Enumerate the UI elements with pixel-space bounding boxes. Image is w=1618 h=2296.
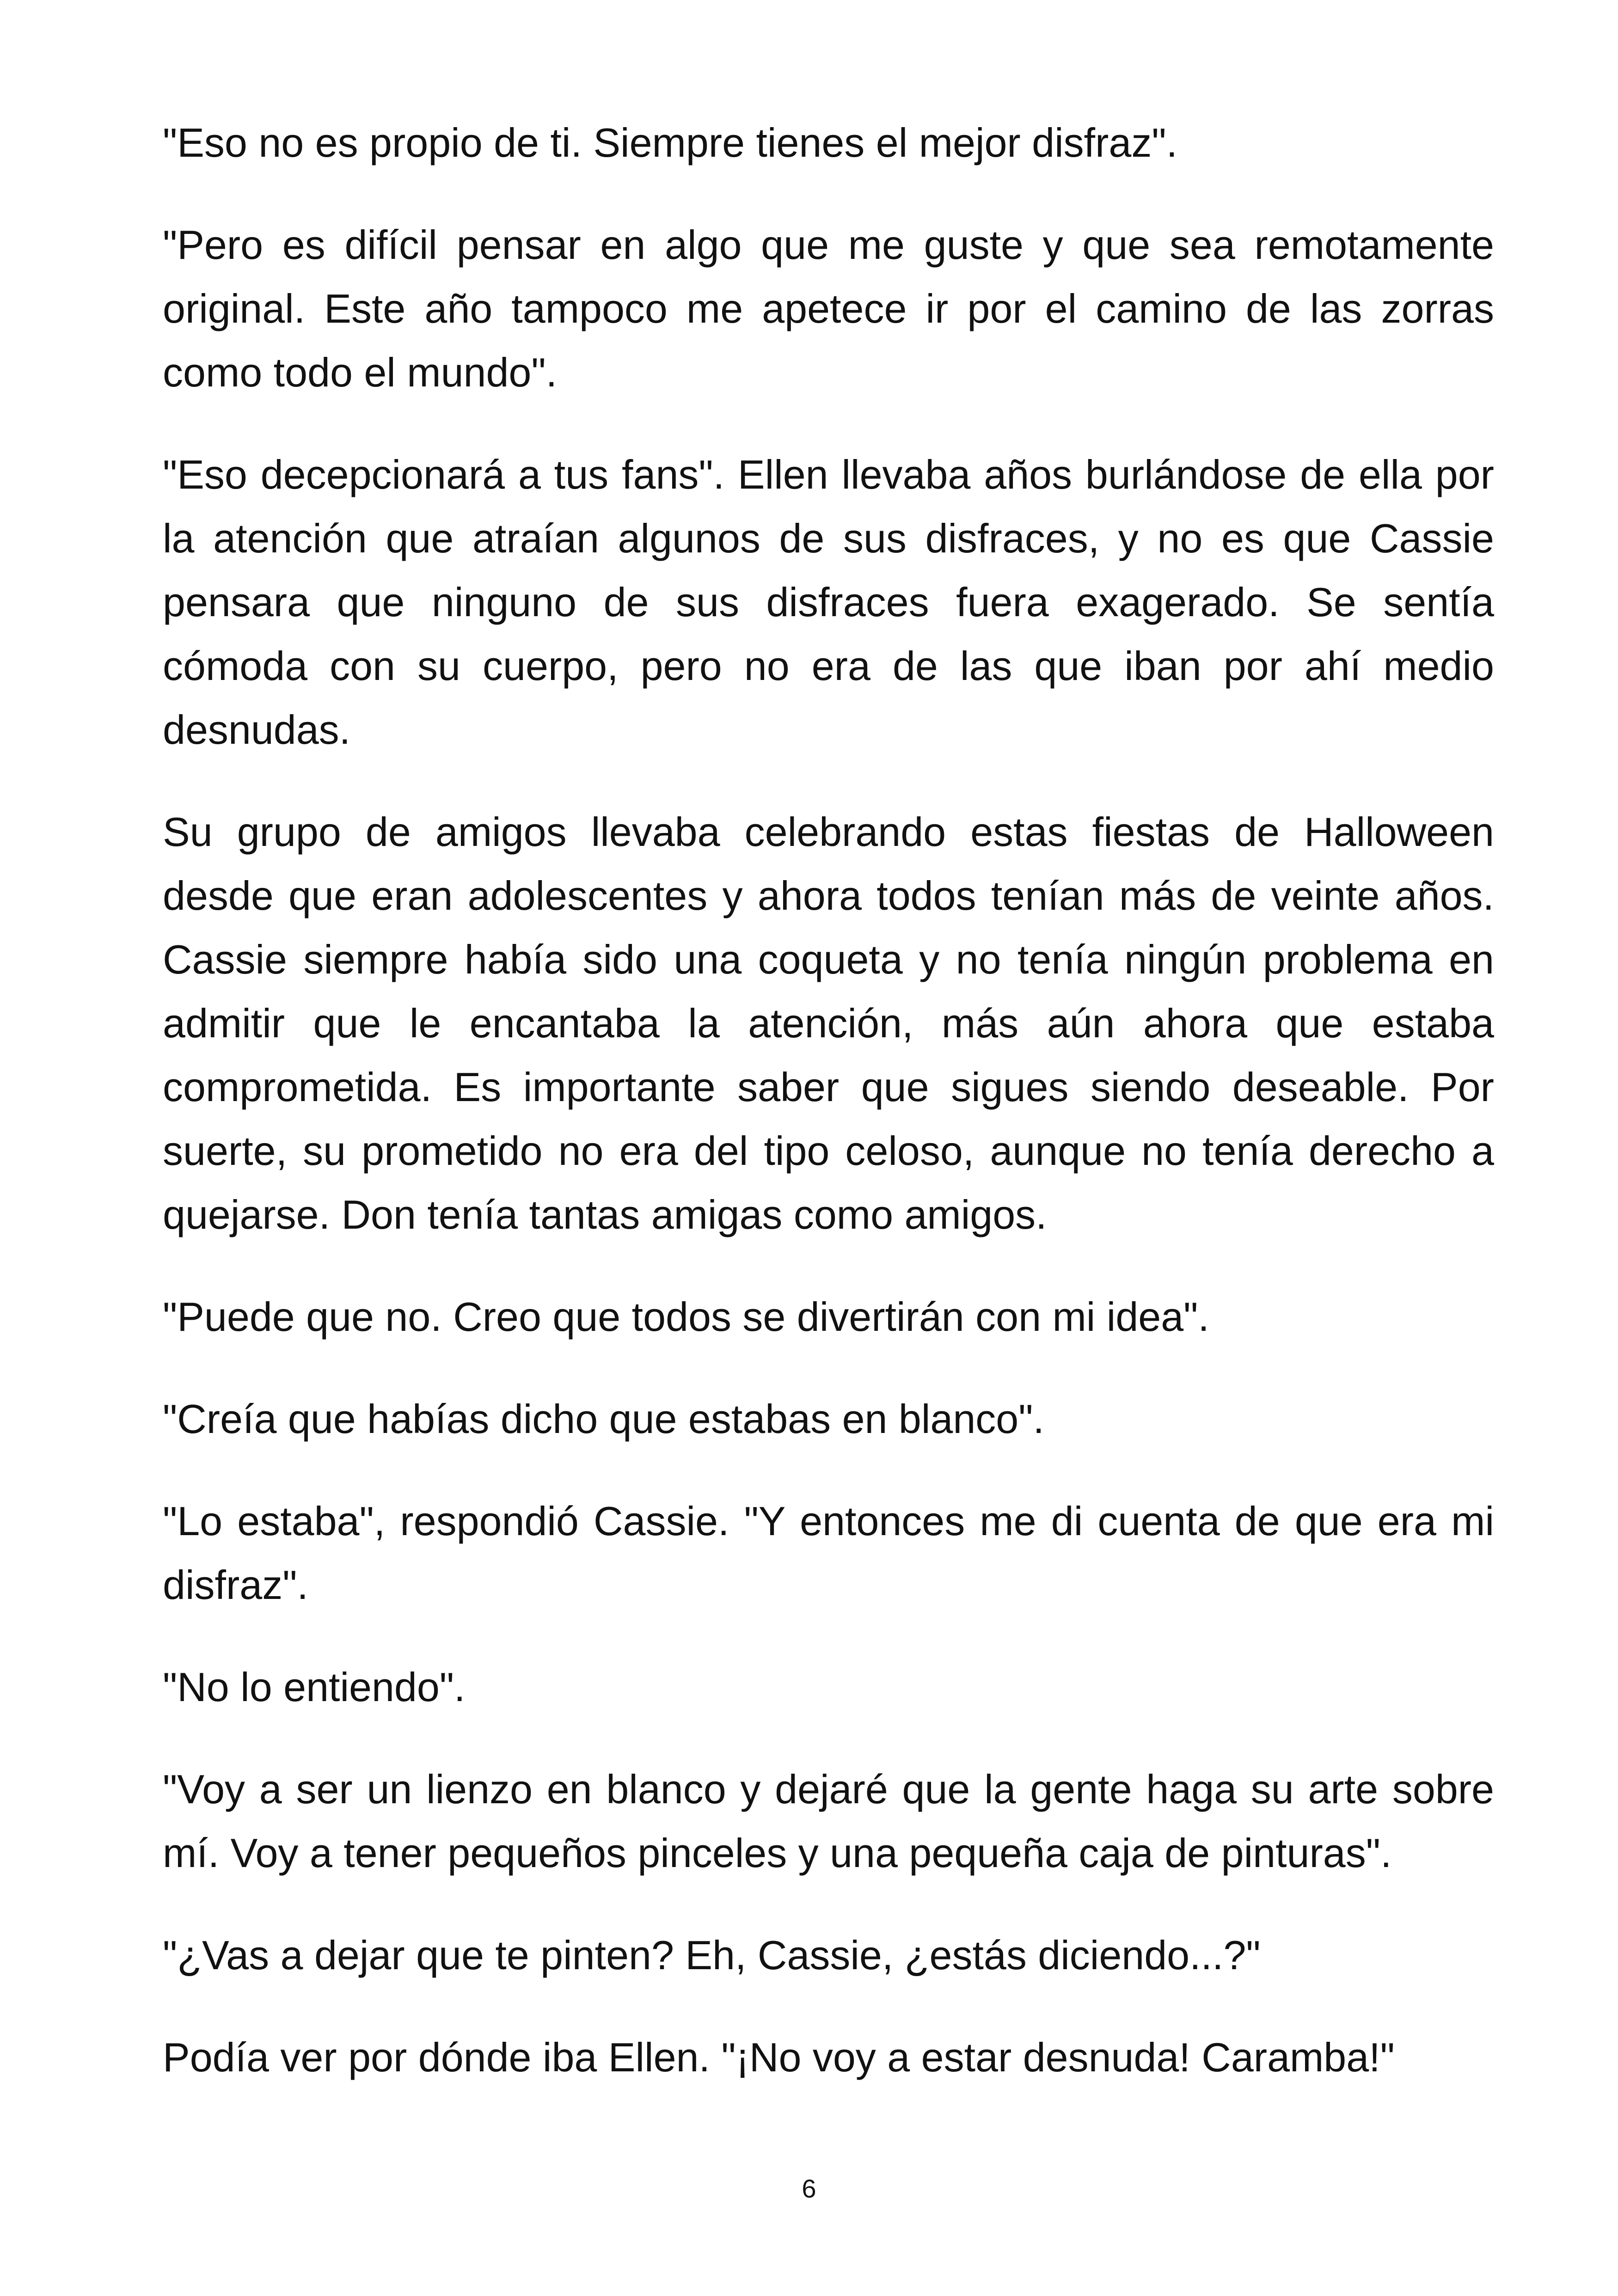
body-text (163, 111, 1494, 2128)
page-number: 6 (802, 2174, 816, 2203)
paragraph-1: "Eso no es propio de ti. Siempre tienes el mejor disfraz". (163, 120, 1178, 165)
paragraph-3: "Eso decepcionará a tus fans". Ellen llevaba años burlándose de ella por la atención que atraían algunos de sus disfraces, y no es que Cassie pensara que ninguno de sus disfraces fuera exagerado. Se sentía cómoda con su cuerpo, pero no era de las que iban por ahí medio desnudas. (163, 452, 1494, 753)
paragraph-10: "¿Vas a dejar que te pinten? Eh, Cassie, ¿estás diciendo...?" (163, 1932, 1261, 1978)
paragraph-6: "Creía que habías dicho que estabas en blanco". (163, 1396, 1044, 1442)
paragraph-8: "No lo entiendo". (163, 1664, 466, 1710)
paragraph-9: "Voy a ser un lienzo en blanco y dejaré que la gente haga su arte sobre mí. Voy a tener pequeños pinceles y una pequeña caja de pinturas". (163, 1766, 1494, 1876)
paragraph-4: Su grupo de amigos llevaba celebrando estas fiestas de Halloween desde que eran adolescentes y ahora todos tenían más de veinte años. Cassie siempre había sido una coqueta y no tenía ningún problema en admitir que le encantaba la atención, más aún ahora que estaba comprometida. Es importante saber que sigues siendo deseable. Por suerte, su prometido no era del tipo celoso, aunque no tenía derecho a quejarse. Don tenía tantas amigas como amigos. (163, 809, 1494, 1237)
paragraph-7: "Lo estaba", respondió Cassie. "Y entonces me di cuenta de que era mi disfraz". (163, 1498, 1494, 1608)
paragraph-5: "Puede que no. Creo que todos se divertirán con mi idea". (163, 1294, 1209, 1340)
paragraph-11: Podía ver por dónde iba Ellen. "¡No voy a estar desnuda! Caramba!" (163, 2034, 1395, 2080)
paragraph-2: "Pero es difícil pensar en algo que me guste y que sea remotamente original. Este año tampoco me apetece ir por el camino de las zorras como todo el mundo". (163, 222, 1494, 395)
